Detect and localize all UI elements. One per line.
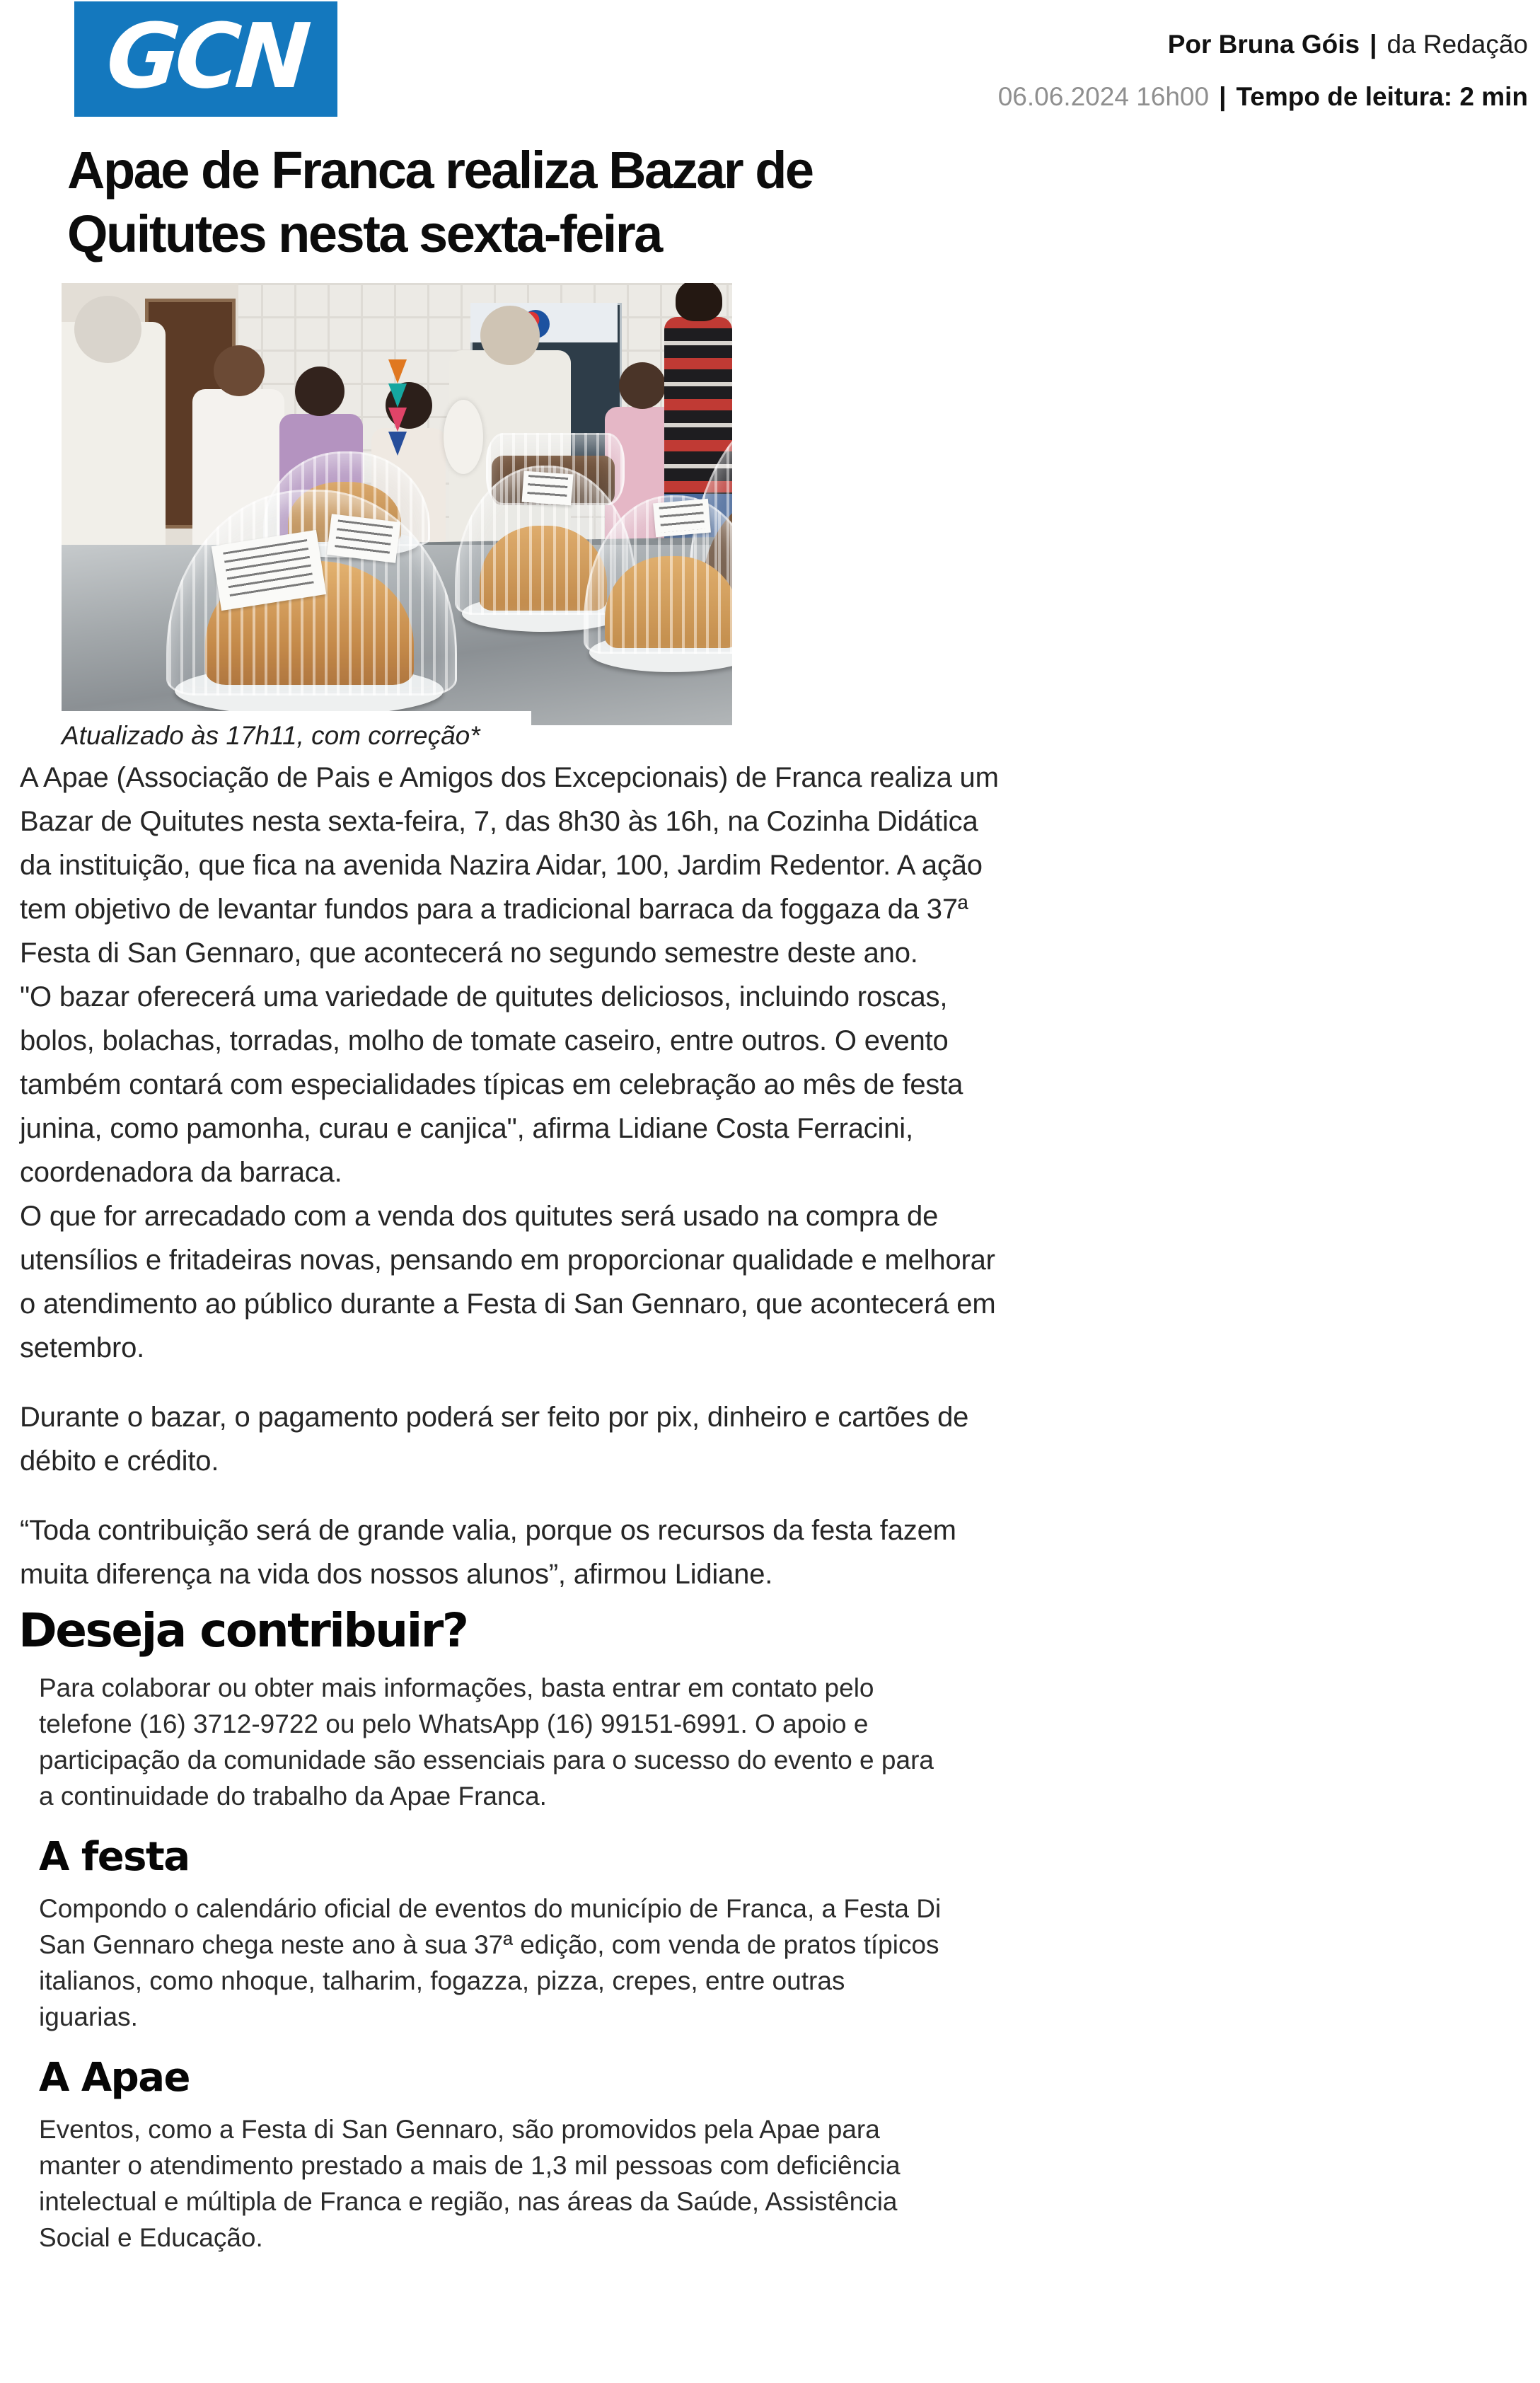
byline-source: da Redação — [1386, 30, 1528, 59]
paragraph-1: A Apae (Associação de Pais e Amigos dos Excepcionais) de Franca realiza um Bazar de Quitutes nesta sexta-feira, 7, das 8h30 às 16h, na Cozinha Didática da instituição, que fica na avenida Nazira Aidar, 100, Jardim Redentor. A ação tem objetivo de levantar fundos para a tradicional barraca da foggaza da 37ª Festa di San Gennaro, que acontecerá no segundo semestre deste ano. — [20, 762, 999, 969]
photo-person-hairnet-head — [74, 296, 141, 363]
article-photo-block — [62, 283, 732, 752]
paragraph-5: “Toda contribuição será de grande valia, porque os recursos da festa fazem muita diferença na vida dos nossos alunos”, afirmou Lidiane. — [20, 1515, 956, 1590]
byline-author-row — [998, 18, 1528, 71]
photo-cake-center-tag-lines — [527, 475, 568, 501]
publish-datetime: 06.06.2024 16h00 — [997, 82, 1210, 111]
photo-white-decoration — [444, 400, 483, 474]
article-photo — [62, 283, 732, 725]
paragraph-3: O que for arrecadado com a venda dos quitutes será usado na compra de utensílios e fritadeiras novas, pensando em proporcionar qualidade e melhorar o atendimento ao público durante a Festa di San Gennaro, que acontecerá em setembro. — [20, 1201, 996, 1363]
photo-cake-right-tag — [653, 499, 711, 538]
photo-cake-front-left — [166, 490, 453, 716]
section-contribute — [39, 1670, 944, 2256]
photo-person-whitecoat-head — [214, 345, 265, 396]
section-apae-text: Eventos, como a Festa di San Gennaro, são promovidos pela Apae para manter o atendimento prestado a mais de 1,3 mil pessoas com deficiência intelectual e múltipla de Franca e região, nas áreas da Saúde, Assistência Social e Educação. — [39, 2115, 901, 2252]
reading-time: Tempo de leitura: 2 min — [1236, 82, 1528, 111]
photo-cake-front-ticket-lines — [223, 539, 314, 601]
photo-person-striped-head — [676, 283, 722, 321]
byline — [998, 18, 1528, 123]
photo-person-pink-head — [619, 362, 666, 409]
photo-flag-orange — [388, 359, 407, 383]
meta-separator: | — [1219, 82, 1227, 111]
article-body — [20, 756, 1009, 2256]
paragraph-2: "O bazar oferecerá uma variedade de quitutes deliciosos, incluindo roscas, bolos, bolachas, torradas, molho de tomate caseiro, entre outros. O evento também contará com especialidades típicas em celebração ao mês de festa junina, como pamonha, curau e canjica", afirma Lidiane Costa Ferracini, coordenadora da barraca. — [20, 981, 963, 1188]
photo-cake-center-tag — [522, 471, 574, 506]
byline-meta-row — [998, 71, 1528, 123]
section-heading-contribute: Deseja contribuir? — [18, 1603, 468, 1658]
paragraph-4: Durante o bazar, o pagamento poderá ser feito por pix, dinheiro e cartões de débito e crédito. — [20, 1402, 969, 1477]
photo-person-lilac-head — [295, 367, 345, 416]
gcn-logo[interactable] — [74, 1, 337, 117]
section-festa-text: Compondo o calendário oficial de eventos do município de Franca, a Festa Di San Gennaro chega neste ano à sua 37ª edição, com venda de pratos típicos italianos, como nhoque, talharim, fogazza, pizza, crepes, entre outras iguarias. — [39, 1894, 942, 2031]
author-name: Por Bruna Góis — [1167, 30, 1360, 59]
page-title: Apae de Franca realiza Bazar de Quitutes nesta sexta-feira — [67, 141, 813, 263]
photo-cake-front-tag — [327, 514, 400, 563]
photo-cake-front-tag-lines — [334, 519, 393, 557]
section-contribute-text: Para colaborar ou obter mais informações, basta entrar em contato pelo telefone (16) 3712-9722 ou pelo WhatsApp (16) 99151-6991. O apoio e participação da comunidade são essenciais para o sucesso do evento e para a continuidade do trabalho da Apae Franca. — [39, 1673, 934, 1811]
photo-cake-right — [584, 495, 732, 672]
photo-caption: Atualizado às 17h11, com correção* — [53, 711, 531, 752]
section-heading-festa: A festa — [39, 1834, 190, 1880]
photo-cake-right-tag-lines — [659, 503, 705, 533]
photo-person-coat-back-head — [480, 306, 540, 365]
byline-separator: | — [1370, 30, 1377, 59]
photo-junina-flags — [388, 359, 544, 388]
section-heading-apae: A Apae — [39, 2055, 190, 2101]
gcn-logo-text: GCN — [103, 4, 309, 108]
